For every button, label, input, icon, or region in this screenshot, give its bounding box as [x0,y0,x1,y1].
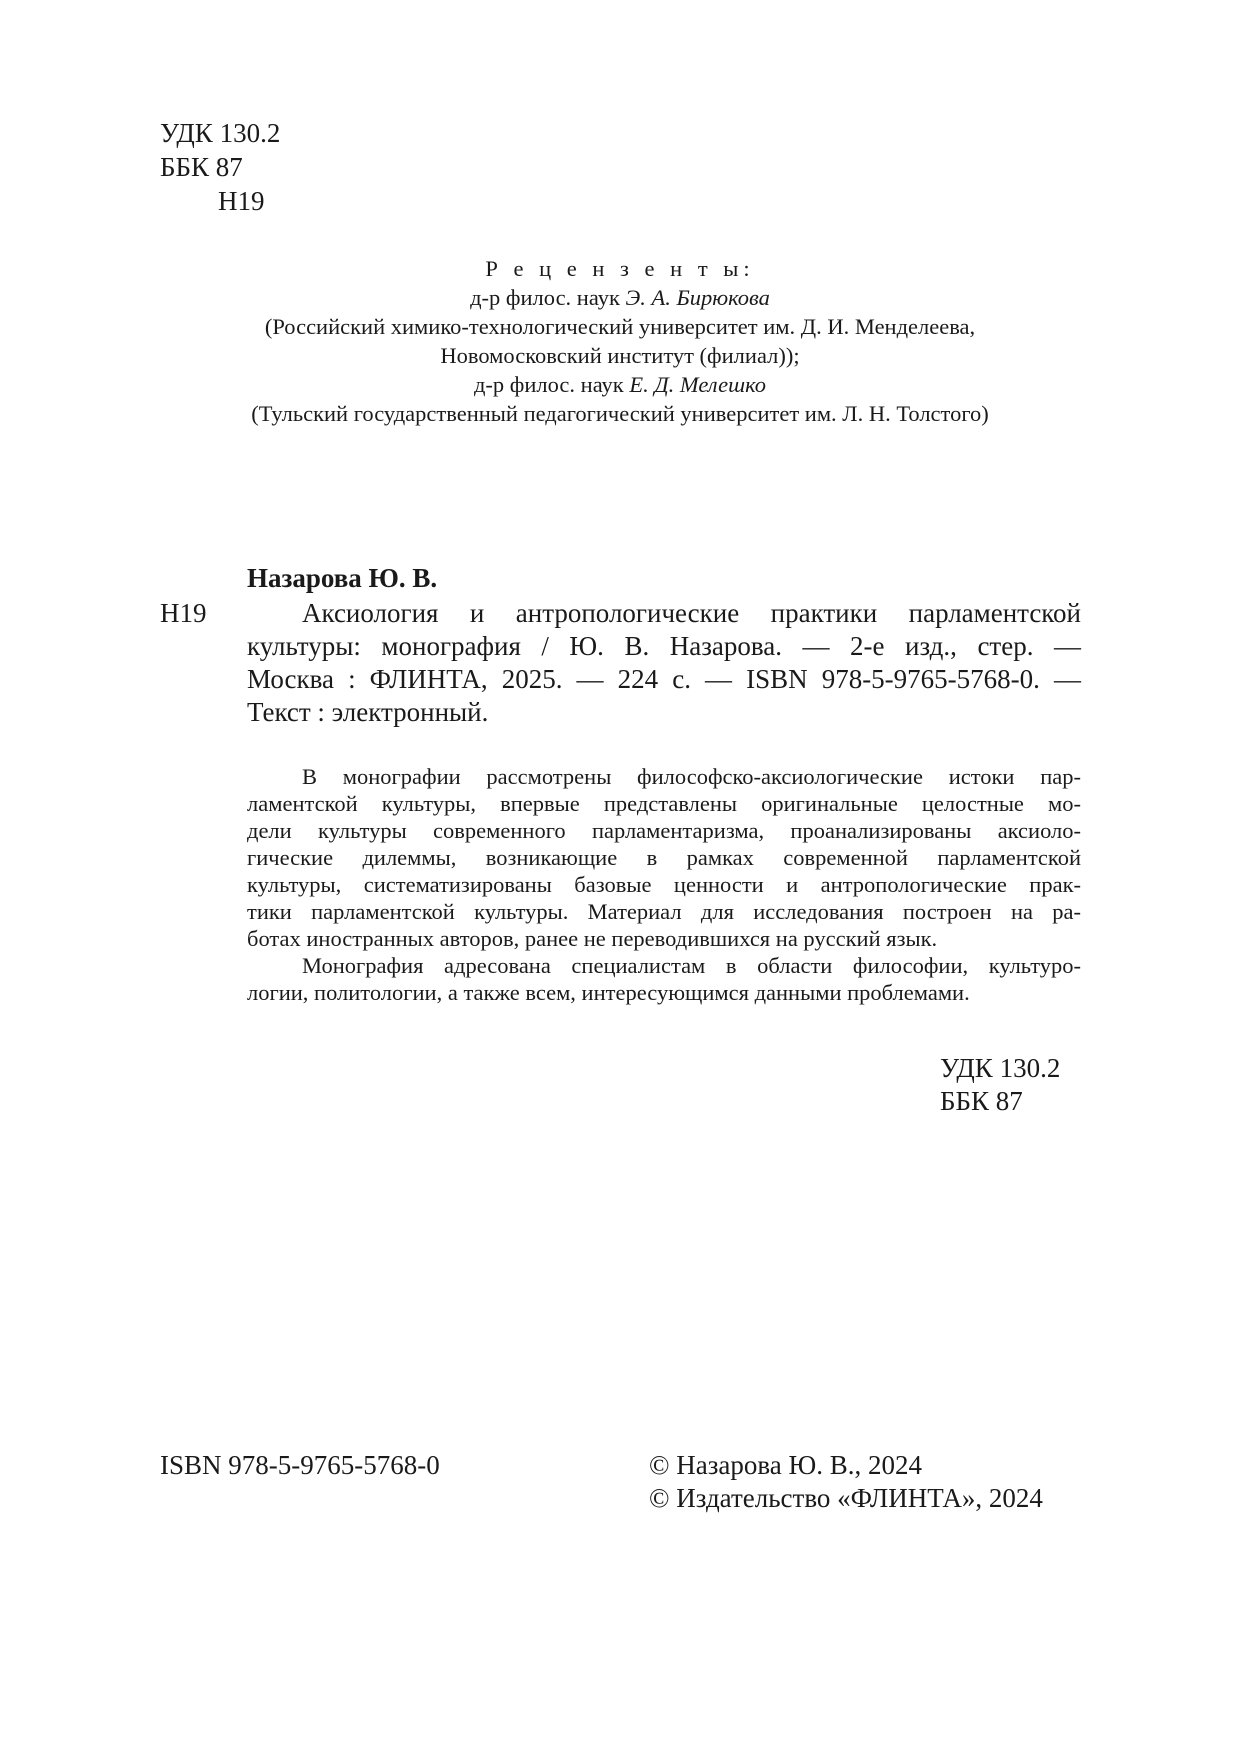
reviewer-1-degree: д-р филос. наук [470,285,626,310]
author-heading: Назарова Ю. В. [247,563,438,593]
abstract-line: Монография адресована специалистам в области философии, культуро- [302,953,1081,978]
bbk-code-bottom: ББК 87 [940,1086,1023,1116]
bib-line: Текст : электронный. [247,697,489,727]
abstract-line: В монографии рассмотрены философско-аксиологические истоки пар- [302,764,1081,789]
reviewers-block [190,254,1050,428]
reviewer-2-degree: д-р филос. наук [473,372,630,397]
abstract [247,763,1081,1006]
copyright-publisher: © Издательство «ФЛИНТА», 2024 [649,1483,1043,1513]
udk-code-top: УДК 130.2 [160,118,281,148]
classification-bottom [940,1052,1060,1118]
abstract-line: дели культуры современного парламентаризма, проанализированы аксиоло- [247,818,1081,843]
author-mark-top: Н19 [218,186,265,216]
copyright-author: © Назарова Ю. В., 2024 [649,1450,923,1480]
bib-line: Москва : ФЛИНТА, 2025. — 224 с. — ISBN 978-5-9765-5768-0. — [247,664,1081,694]
abstract-line: гические дилеммы, возникающие в рамках современной парламентской [247,845,1081,870]
abstract-line: культуры, систематизированы базовые ценности и антропологические прак- [247,872,1081,897]
bib-line: Аксиология и антропологические практики парламентской [302,598,1081,628]
reviewer-2-affiliation: (Тульский государственный педагогический университет им. Л. Н. Толстого) [251,401,989,426]
isbn: ISBN 978-5-9765-5768-0 [160,1450,440,1480]
bib-line: культуры: монография / Ю. В. Назарова. — 2-е изд., стер. — [247,631,1081,661]
reviewer-1-affiliation-line2: Новомосковский институт (филиал)); [440,343,800,368]
bibliographic-description [247,597,1081,729]
abstract-line: логии, политологии, а также всем, интересующимся данными проблемами. [247,980,970,1005]
reviewer-2-name: Е. Д. Мелешко [629,372,767,397]
copyright-block [649,1449,1043,1515]
reviewer-2 [190,370,1050,399]
reviewers-heading: Р е ц е н з е н т ы: [485,256,755,281]
reviewer-1-affiliation-line1: (Российский химико-технологический университет им. Д. И. Менделеева, [264,314,976,339]
abstract-line: ботах иностранных авторов, ранее не переводившихся на русский язык. [247,926,938,951]
author-mark-bib: Н19 [160,598,207,628]
abstract-line: ламентской культуры, впервые представлены оригинальные целостные мо- [247,791,1081,816]
udk-code-bottom: УДК 130.2 [940,1053,1061,1083]
reviewer-1-name: Э. А. Бирюкова [625,285,770,310]
abstract-line: тики парламентской культуры. Материал для исследования построен на ра- [247,899,1081,924]
reviewer-1 [190,283,1050,312]
bbk-code-top: ББК 87 [160,152,243,182]
